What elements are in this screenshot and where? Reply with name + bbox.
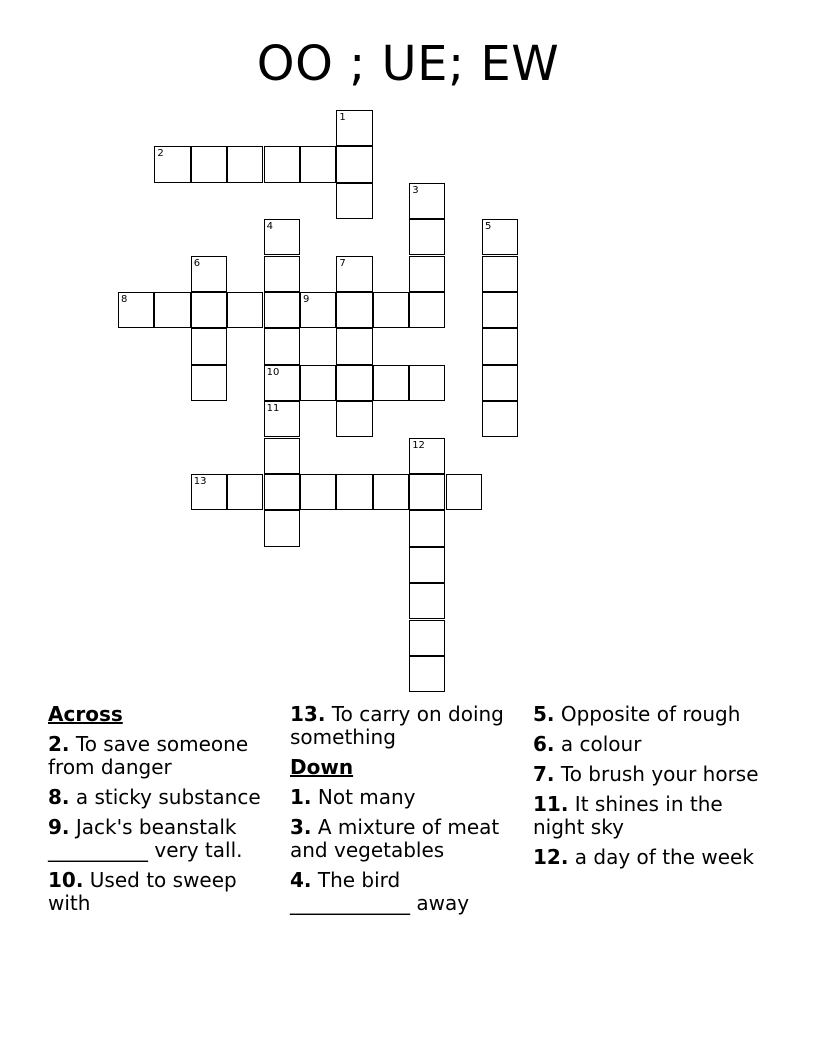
grid-cell[interactable] — [264, 438, 300, 474]
grid-cell[interactable] — [409, 256, 445, 292]
grid-cell[interactable] — [373, 365, 409, 401]
clue-number-label: 9 — [303, 294, 310, 305]
grid-cell[interactable] — [409, 365, 445, 401]
clue-number-label: 13 — [193, 476, 207, 487]
grid-cell[interactable] — [191, 292, 227, 328]
clue-number-label: 3 — [412, 184, 419, 196]
grid-cell[interactable] — [227, 292, 263, 328]
grid-cell[interactable] — [264, 510, 300, 546]
grid-cell[interactable] — [227, 474, 263, 510]
clue-number-label: 5 — [485, 221, 492, 233]
grid-cell[interactable] — [336, 183, 372, 219]
grid-cell[interactable] — [264, 292, 300, 328]
grid-cell[interactable] — [373, 292, 409, 328]
clue-number-label: 6 — [193, 257, 201, 269]
clue-down-6: 6. a colour — [533, 732, 642, 756]
grid-cell[interactable] — [191, 146, 227, 182]
clue-across-8: 8. a sticky substance — [48, 785, 261, 809]
clue-down-4: 4. The bird ____________ away — [290, 868, 470, 915]
clue-down-11: 11. It shines in the night sky — [533, 792, 723, 839]
grid-cell[interactable] — [482, 401, 518, 437]
grid-cell[interactable] — [264, 474, 300, 510]
clue-number-label: 2 — [157, 148, 164, 160]
clue-number-label: 8 — [121, 294, 128, 305]
grid-cell[interactable] — [264, 328, 300, 364]
grid-cell[interactable] — [409, 547, 445, 583]
grid-cell[interactable] — [409, 583, 445, 619]
clue-number-label: 4 — [266, 221, 273, 233]
grid-cell[interactable] — [264, 256, 300, 292]
grid-cell[interactable] — [336, 401, 372, 437]
grid-cell[interactable] — [409, 656, 445, 692]
puzzle-title: OO ; UE; EW — [256, 36, 560, 92]
clue-down-12: 12. a day of the week — [533, 845, 754, 869]
across-heading: Across — [48, 702, 123, 726]
clue-number-label: 11 — [266, 403, 280, 415]
clue-number-label: 12 — [412, 439, 425, 451]
grid-cell[interactable] — [154, 292, 190, 328]
grid-cell[interactable] — [409, 292, 445, 328]
grid-cell[interactable] — [373, 474, 409, 510]
grid-cell[interactable] — [482, 292, 518, 328]
clues-column-2 — [290, 703, 526, 922]
clue-down-3: 3. A mixture of meat and vegetables — [290, 815, 500, 862]
grid-cell[interactable] — [409, 620, 445, 656]
grid-cell[interactable] — [409, 474, 445, 510]
clue-across-2: 2. To save someone from danger — [48, 732, 249, 779]
grid-cell[interactable] — [336, 292, 372, 328]
clue-across-13: 13. To carry on doing something — [290, 702, 504, 749]
grid-cell[interactable] — [227, 146, 263, 182]
grid-cell[interactable] — [446, 474, 482, 510]
grid-cell[interactable] — [300, 365, 336, 401]
down-heading: Down — [290, 755, 354, 779]
grid-cell[interactable] — [336, 365, 372, 401]
grid-cell[interactable] — [409, 510, 445, 546]
grid-cell[interactable] — [191, 365, 227, 401]
clue-number-label: 10 — [266, 366, 280, 378]
grid-cell[interactable] — [300, 474, 336, 510]
clue-down-1: 1. Not many — [290, 785, 416, 809]
grid-cell[interactable] — [482, 328, 518, 364]
grid-cell[interactable] — [336, 474, 372, 510]
clues-column-3 — [533, 703, 769, 876]
grid-cell[interactable] — [336, 328, 372, 364]
grid-cell[interactable] — [482, 256, 518, 292]
grid-cell[interactable] — [191, 328, 227, 364]
clue-number-label: 1 — [339, 112, 346, 123]
clue-across-10: 10. Used to sweep with — [48, 868, 237, 915]
grid-cell[interactable] — [482, 365, 518, 401]
clue-down-5: 5. Opposite of rough — [533, 702, 741, 726]
clue-down-7: 7. To brush your horse — [533, 762, 759, 786]
clues-column-1 — [48, 703, 284, 922]
grid-cell[interactable] — [409, 219, 445, 255]
clue-across-9: 9. Jack's beanstalk __________ very tall. — [48, 815, 243, 862]
grid-cell[interactable] — [336, 146, 372, 182]
clue-number-label: 7 — [339, 257, 346, 269]
grid-cell[interactable] — [300, 146, 336, 182]
grid-cell[interactable] — [264, 146, 300, 182]
